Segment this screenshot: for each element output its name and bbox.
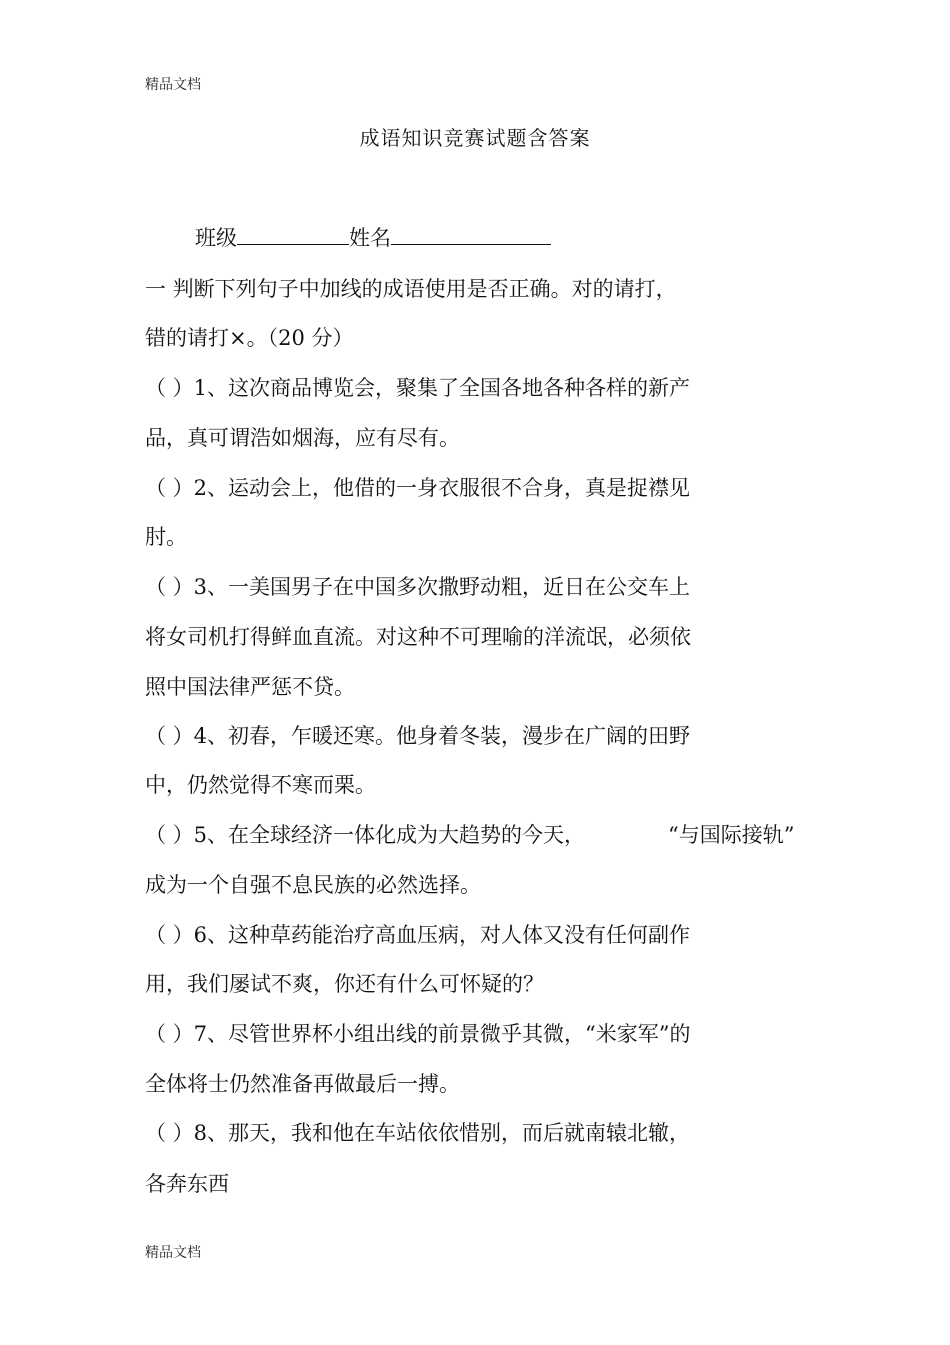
question-3-cont2: 照中国法律严惩不贷。 bbox=[145, 675, 355, 699]
question-2: （ ）2、运动会上，他借的一身衣服很不合身，真是捉襟见 bbox=[145, 476, 691, 500]
student-info-row bbox=[195, 222, 551, 252]
page-header-label: 精品文档 bbox=[145, 77, 201, 93]
class-blank bbox=[237, 224, 349, 245]
question-4: （ ）4、初春，乍暖还寒。他身着冬装，漫步在广阔的田野 bbox=[145, 724, 691, 748]
question-8-cont: 各奔东西 bbox=[145, 1172, 229, 1196]
question-5-quote: “与国际接轨” bbox=[668, 823, 795, 847]
question-4-cont: 中，仍然觉得不寒而栗。 bbox=[145, 773, 376, 797]
question-6: （ ）6、这种草药能治疗高血压病，对人体又没有任何副作 bbox=[145, 923, 691, 947]
section-heading-cont: 错的请打×。（20 分） bbox=[145, 326, 354, 350]
question-2-cont: 肘。 bbox=[145, 525, 187, 549]
name-label: 姓名 bbox=[349, 226, 391, 250]
question-5: （ ）5、在全球经济一体化成为大趋势的今天， bbox=[145, 823, 586, 847]
question-8: （ ）8、那天，我和他在车站依依惜别，而后就南辕北辙， bbox=[145, 1121, 691, 1145]
name-blank bbox=[391, 224, 551, 245]
document-title: 成语知识竞赛试题含答案 bbox=[359, 126, 591, 150]
question-7: （ ）7、尽管世界杯小组出线的前景微乎其微，“米家军”的 bbox=[145, 1022, 691, 1046]
class-label: 班级 bbox=[195, 226, 237, 250]
question-1-cont: 品，真可谓浩如烟海，应有尽有。 bbox=[145, 426, 460, 450]
question-1: （ ）1、这次商品博览会，聚集了全国各地各种各样的新产 bbox=[145, 376, 691, 400]
question-3: （ ）3、一美国男子在中国多次撒野动粗，近日在公交车上 bbox=[145, 575, 691, 599]
question-5-cont: 成为一个自强不息民族的必然选择。 bbox=[145, 873, 481, 897]
question-6-cont: 用，我们屡试不爽，你还有什么可怀疑的？ bbox=[145, 972, 544, 996]
question-7-cont: 全体将士仍然准备再做最后一搏。 bbox=[145, 1072, 460, 1096]
section-heading: 一 判断下列句子中加线的成语使用是否正确。对的请打， bbox=[145, 277, 677, 301]
page-footer-label: 精品文档 bbox=[145, 1245, 201, 1261]
question-3-cont: 将女司机打得鲜血直流。对这种不可理喻的洋流氓，必须依 bbox=[145, 625, 691, 649]
